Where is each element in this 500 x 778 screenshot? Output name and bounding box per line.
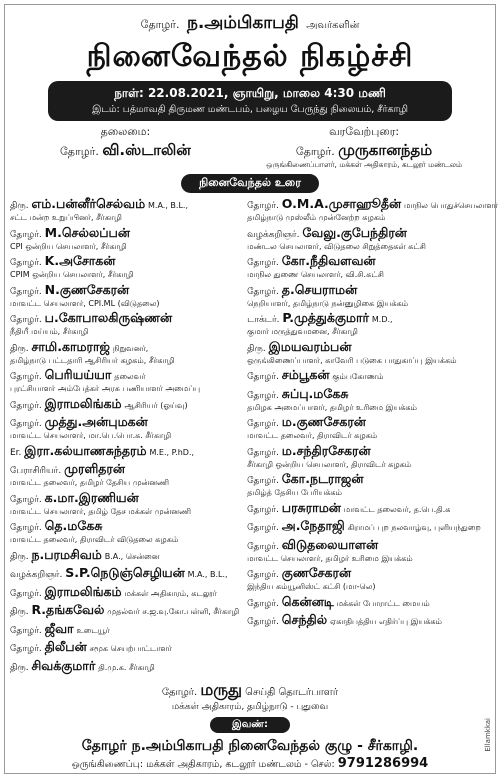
speaker-name: கோ.நடராஜன் bbox=[281, 472, 364, 486]
welcome-prefix: தோழர். bbox=[295, 145, 335, 158]
speaker-desc: குமார் மருத்துவமனை, சீர்காழி bbox=[247, 327, 358, 336]
speaker-name: செந்தில் bbox=[281, 613, 328, 627]
speaker-prefix: திரு. bbox=[10, 343, 29, 354]
coordinator-role: செய்தி தொடர்பாளர் bbox=[245, 687, 339, 698]
speaker-item bbox=[10, 415, 239, 441]
speaker-item bbox=[10, 197, 239, 223]
speaker-name: சம்பூகன் bbox=[281, 368, 330, 382]
speaker-name-line bbox=[247, 444, 498, 460]
speaker-prefix: தோழர். bbox=[10, 625, 42, 636]
speaker-extra: முதல்வர் ச.ஜ.வு.கோ.பள்ளி, சீர்காழி bbox=[107, 607, 240, 616]
speaker-item bbox=[10, 444, 239, 460]
speaker-item bbox=[247, 472, 498, 498]
speaker-name: கென்னடி bbox=[281, 594, 334, 609]
speaker-desc: சட்ட மன்ற உறுப்பினர், சீர்காழி bbox=[10, 213, 122, 222]
event-title: நினைவேந்தல் நிகழ்ச்சி bbox=[86, 39, 414, 74]
speaker-name: O.M.A.முசாஹூதீன் bbox=[281, 197, 402, 211]
speaker-name-line bbox=[10, 659, 239, 675]
speaker-desc: தமிழக அமைப்பாளர், தமிழர் உரிமை இயக்கம் bbox=[247, 402, 417, 412]
speaker-extra: கும்பகோணம் bbox=[332, 372, 384, 381]
speaker-name-line bbox=[10, 640, 239, 656]
speaker-item bbox=[10, 519, 239, 545]
speaker-name-line bbox=[10, 340, 239, 356]
coordinator-desc: மக்கள் அதிகாரம், தமிழ்நாடு - புதுவை bbox=[171, 702, 329, 712]
speaker-name-line bbox=[247, 283, 498, 299]
speaker-desc: மாவட்ட செயலாளர், CPI.ML (விடுதலை) bbox=[10, 298, 160, 308]
speaker-name-line bbox=[247, 226, 498, 242]
event-info-box bbox=[48, 81, 452, 121]
speaker-name: எம்.பன்னீர்செல்வம் bbox=[31, 197, 146, 211]
speaker-desc: சீர்காழி ஒன்றிய செயலாளர், திராவிடர் கழகம் bbox=[247, 459, 412, 469]
speaker-prefix: தோழர். bbox=[10, 400, 42, 411]
speaker-item bbox=[247, 283, 498, 309]
speaker-name: சாமி.காமராஜ் bbox=[31, 339, 110, 354]
honoree-prefix: தோழர். bbox=[140, 18, 180, 31]
speaker-name: முரளிதரன் bbox=[64, 462, 126, 476]
speaker-name-line bbox=[247, 368, 498, 384]
speaker-name-line bbox=[247, 519, 498, 535]
speaker-name: முத்து.அன்புமகன் bbox=[44, 415, 148, 429]
speaker-prefix: தோழர். bbox=[247, 523, 279, 533]
speaker-name-line bbox=[10, 283, 239, 299]
speaker-name: K.அசோகன் bbox=[44, 254, 116, 268]
speaker-name: த.செயராமன் bbox=[281, 282, 358, 297]
speaker-item bbox=[10, 368, 239, 394]
speaker-name: ப.கோபாலகிருஷ்ணன் bbox=[44, 311, 173, 325]
speaker-name: ம.குணசேகரன் bbox=[281, 415, 366, 429]
speaker-extra: B.A., சென்னை bbox=[104, 551, 160, 561]
speaker-name: இமயவரம்பன் bbox=[268, 339, 352, 354]
speaker-extra: M.A., B.L., bbox=[187, 570, 228, 579]
speaker-prefix: தோழர். bbox=[247, 258, 279, 268]
speaker-name: இராமலிங்கம் bbox=[44, 396, 122, 411]
speaker-desc: மண்டல செயலாளர், விடுதலை சிறுத்தைகள் கட்சி bbox=[247, 241, 426, 251]
speaker-name-line bbox=[10, 226, 239, 242]
speaker-name-line bbox=[247, 387, 498, 403]
speaker-prefix: Er. bbox=[10, 447, 22, 458]
speaker-item bbox=[247, 226, 498, 252]
presiding-name: வி.ஸ்டாலின் bbox=[102, 141, 191, 159]
speaker-extra: நிறுவனர், bbox=[112, 343, 149, 353]
speaker-desc: மாவட்ட தலைவர், திராவிடர் விடுதலை கழகம் bbox=[10, 535, 179, 544]
speakers-left-column bbox=[10, 197, 239, 677]
organizer-contact-text: ஒருங்கிணைப்பு: மக்கள் அதிகாரம், கடலூர் மண்டலம் - செல்: bbox=[71, 759, 335, 770]
speaker-name: S.P.நெடுஞ்செழியன் bbox=[65, 566, 185, 580]
speaker-name-line bbox=[10, 622, 239, 638]
event-venue: இடம்: பத்மாவதி திருமண மண்டபம், பழைய பேருந்து நிலையம், சீர்காழி bbox=[92, 104, 408, 115]
speaker-extra: ஏகாதிபத்திய எதிர்ப்பு இயக்கம் bbox=[329, 617, 442, 626]
speaker-prefix: தோழர். bbox=[247, 201, 279, 211]
organizer-contact bbox=[10, 756, 490, 773]
speaker-item bbox=[247, 197, 498, 223]
speaker-item bbox=[10, 340, 239, 366]
speaker-name-line bbox=[10, 311, 239, 327]
speaker-name-line bbox=[247, 254, 498, 270]
speaker-extra: M.A., B.L., bbox=[148, 201, 188, 210]
speaker-name-line bbox=[247, 595, 498, 611]
speaker-prefix: தோழர். bbox=[10, 229, 42, 240]
speaker-name: க.மா.இரணியன் bbox=[44, 490, 139, 505]
speaker-prefix: திரு. bbox=[10, 662, 29, 673]
speaker-prefix: தோழர். bbox=[247, 570, 279, 580]
speaker-desc: CPIM ஒன்றிய செயலாளர், சீர்காழி bbox=[10, 270, 134, 279]
speaker-name-line bbox=[10, 548, 239, 564]
speaker-item bbox=[247, 311, 498, 337]
speaker-prefix: தோழர். bbox=[247, 504, 279, 515]
speaker-prefix: தோழர். bbox=[247, 286, 279, 297]
speaker-item bbox=[10, 311, 239, 337]
speaker-item bbox=[247, 387, 498, 413]
speaker-item bbox=[247, 566, 498, 592]
speaker-name-line bbox=[10, 585, 239, 601]
honoree-name: ந.அம்பிகாபதி bbox=[186, 13, 299, 33]
speaker-name: விடுதலையாளன் bbox=[281, 537, 379, 552]
speaker-extra: மக்கள் அதிகாரம், கடலூர் bbox=[124, 588, 217, 598]
speaker-item bbox=[247, 538, 498, 564]
speaker-prefix: வழக்கறிஞர். bbox=[247, 229, 300, 240]
speaker-prefix: தோழர். bbox=[247, 372, 279, 382]
speaker-item bbox=[10, 283, 239, 309]
speaker-name: N.குணசேகரன் bbox=[44, 282, 130, 297]
speaker-item bbox=[247, 368, 498, 384]
speaker-item bbox=[247, 415, 498, 441]
speaker-desc: மாவட்ட செயலாளர், தமிழர் உரிமை இயக்கம் bbox=[247, 553, 413, 563]
printer-mark: Ellamkkai bbox=[484, 718, 492, 752]
speaker-extra: உடையூர் bbox=[76, 625, 110, 635]
speaker-prefix: தோழர். bbox=[10, 494, 42, 505]
speaker-name: இரா.கல்யாணசுந்தரம் bbox=[24, 443, 147, 458]
welcome-desc: ஒருங்கிணைப்பாளர், மக்கள் அதிகாரம், கடலூர் மண்டலம் bbox=[266, 160, 462, 169]
welcome-name-line bbox=[266, 140, 462, 162]
speaker-prefix: தோழர். bbox=[247, 617, 279, 627]
speaker-prefix: தோழர். bbox=[247, 476, 279, 486]
speaker-desc: இந்திய கம்யூனிஸ்ட் கட்சி (மா-லெ) bbox=[247, 582, 376, 591]
coordinator-name: மருது bbox=[200, 680, 242, 699]
speaker-prefix: தோழர். bbox=[247, 419, 279, 429]
presiding-prefix: தோழர். bbox=[60, 145, 99, 158]
speaker-extra: மக்கள் போராட்ட மையம் bbox=[336, 598, 430, 608]
speaker-desc: புரட்சியாளர் அம்பேத்கர் அரசு பணியாளர் அமைப்பு bbox=[10, 384, 201, 393]
speaker-name: சுப்பு.மகேசு bbox=[281, 386, 349, 401]
speaker-extra: தி.மு.க. சீர்காழி bbox=[98, 662, 155, 672]
speaker-name: பெரியய்யா bbox=[44, 368, 112, 382]
speaker-name-line bbox=[247, 340, 498, 356]
speaker-desc: மாநில துணை செயலாளர், வி.சி.கட்சி bbox=[247, 270, 384, 279]
presiding-name-line bbox=[60, 140, 191, 162]
speaker-item bbox=[247, 501, 498, 517]
speaker-prefix: தோழர். bbox=[10, 419, 42, 429]
speaker-prefix: தோழர். bbox=[10, 523, 42, 533]
speaker-prefix: தோழர். bbox=[247, 541, 279, 552]
presiding-label: தலைமை: bbox=[100, 125, 151, 138]
speaker-name-line bbox=[10, 368, 239, 384]
speaker-name: ந.பரமசிவம் bbox=[31, 547, 102, 562]
speaker-name-line bbox=[10, 603, 239, 619]
coordinator-block bbox=[10, 681, 490, 713]
speaker-item bbox=[10, 659, 239, 675]
presiding-block bbox=[60, 125, 191, 170]
speaker-desc: மாவட்ட செயலாளர், மா.பெ.பொ.க. சீர்காழி bbox=[10, 431, 172, 440]
speaker-item bbox=[10, 566, 239, 582]
speaker-prefix: தோழர். bbox=[10, 258, 42, 268]
speaker-name: கோ.நீதிவளவன் bbox=[281, 254, 376, 268]
honoree-suffix: அவர்களின் bbox=[306, 20, 360, 31]
speaker-item bbox=[10, 226, 239, 252]
speaker-name-line bbox=[10, 197, 239, 213]
welcome-name: முருகானந்தம் bbox=[338, 141, 433, 159]
speaker-name: திலீபன் bbox=[44, 640, 87, 654]
speaker-prefix: டாக்டர். bbox=[247, 315, 280, 325]
speaker-item bbox=[247, 444, 498, 470]
speaker-item bbox=[247, 595, 498, 611]
welcome-label: வரவேற்புரை: bbox=[329, 125, 400, 138]
speaker-item bbox=[247, 340, 498, 366]
speaker-name-line bbox=[10, 415, 239, 431]
speaker-extra: M.E., P.hD., bbox=[149, 447, 195, 457]
speaker-name-line bbox=[247, 501, 498, 517]
speaker-item bbox=[10, 548, 239, 564]
speakers-right-column bbox=[247, 197, 498, 677]
speaker-prefix: தோழர். bbox=[10, 588, 42, 599]
event-date: நாள்: 22.08.2021, ஞாயிறு, மாலை 4:30 மணி bbox=[114, 86, 386, 100]
speaker-extra: மாநில பொதுச்செயலாளர் bbox=[404, 201, 498, 210]
speaker-desc: மாவட்ட தலைவர், தமிழர் தேசிய முன்னணி bbox=[10, 478, 169, 487]
speaker-extra: சமூக செயற்பாட்டாளர் bbox=[89, 644, 172, 653]
speaker-prefix: தோழர். bbox=[10, 644, 42, 654]
speaker-item bbox=[10, 491, 239, 517]
section-label: நினைவேந்தல் உரை bbox=[181, 174, 319, 193]
coordinator-prefix: தோழர். bbox=[161, 687, 198, 698]
speaker-item bbox=[247, 613, 498, 629]
speaker-desc: மாவட்ட தலைவர், திராவிடர் கழகம் bbox=[247, 431, 378, 440]
speaker-name-line bbox=[247, 415, 498, 431]
speaker-name-line bbox=[247, 197, 498, 213]
speaker-desc: மாவட்ட செயலாளர், தமிழ் தேச மக்கள் முன்னணி bbox=[10, 506, 192, 516]
speaker-item bbox=[10, 462, 239, 488]
speaker-extra: மாவட்ட தலைவர், த.பெ.தி.க bbox=[343, 504, 451, 514]
speaker-name-line bbox=[247, 566, 498, 582]
speaker-name-line bbox=[10, 254, 239, 270]
speaker-prefix: திரு. bbox=[247, 343, 266, 354]
speaker-extra: கிராமப் புற நலவாழ்வு, புளியந்துறை bbox=[347, 523, 481, 532]
speaker-item bbox=[10, 622, 239, 638]
speakers-grid bbox=[10, 197, 498, 677]
speaker-name-line bbox=[10, 519, 239, 535]
speaker-item bbox=[247, 254, 498, 280]
speaker-name: அ.நேதாஜி bbox=[281, 519, 345, 533]
speaker-prefix: தோழர். bbox=[10, 286, 42, 297]
speaker-name: வேலு.குபேந்திரன் bbox=[302, 225, 407, 240]
speaker-name: சிவக்குமார் bbox=[31, 658, 96, 673]
speaker-name: தெ.மகேசு bbox=[44, 519, 103, 533]
speaker-name-line bbox=[247, 613, 498, 629]
speaker-name: P.முத்துக்குமார் bbox=[282, 311, 370, 325]
speaker-extra: M.D., bbox=[371, 315, 393, 324]
honoree-line bbox=[10, 14, 490, 35]
speaker-item bbox=[10, 254, 239, 280]
speaker-item bbox=[10, 603, 239, 619]
speaker-prefix: தோழர். bbox=[247, 390, 279, 401]
speaker-desc: தமிழ்நாடு பட்டதாரி ஆசிரியர் கழகம், சீர்காழி bbox=[10, 355, 175, 365]
speaker-name: இராமலிங்கம் bbox=[44, 584, 122, 599]
speaker-name-line bbox=[247, 472, 498, 488]
speaker-desc: நெறியாளர், தமிழ்நாடு நன்னுழிகை இயக்கம் bbox=[247, 298, 409, 308]
speaker-prefix: வழக்கறிஞர். bbox=[10, 570, 63, 580]
coordinator-name-line bbox=[10, 681, 490, 702]
speaker-name-line bbox=[10, 462, 239, 478]
speaker-item bbox=[10, 397, 239, 413]
speaker-prefix: தோழர். bbox=[10, 372, 42, 382]
speaker-name: ம.சந்திரசேகரன் bbox=[281, 443, 371, 458]
speaker-prefix: திரு. bbox=[10, 201, 29, 211]
speaker-name-line bbox=[247, 538, 498, 554]
speaker-desc: தமிழ்நாடு முஸ்லீம் முன்னேற்ற கழகம் bbox=[247, 213, 386, 222]
speaker-prefix: தோழர். bbox=[247, 447, 279, 458]
speaker-desc: ஒருங்கிணைப்பாளர், காவேரி படுகை பாதுகாப்பு இயக்கம் bbox=[247, 355, 457, 365]
speaker-prefix: திரு. bbox=[10, 551, 29, 562]
speaker-prefix: திரு. bbox=[10, 607, 29, 617]
organizer-phone: 9791286994 bbox=[337, 756, 429, 771]
organizer-name: தோழர் ந.அம்பிகாபதி நினைவேந்தல் குழு - சீர்காழி. bbox=[81, 738, 419, 754]
speaker-item bbox=[10, 585, 239, 601]
speaker-desc: நீதியீ மய்யம், சீர்காழி bbox=[10, 327, 89, 336]
speaker-desc: தமிழ்த் தேசிய பேரியக்கம் bbox=[247, 488, 342, 497]
chair-row bbox=[10, 121, 490, 170]
speaker-extra: ஆசிரியர் (ஓய்வு) bbox=[124, 400, 188, 410]
speaker-name-line bbox=[10, 491, 239, 507]
speaker-prefix: தோழர். bbox=[247, 598, 279, 609]
speaker-extra: தலைவர் bbox=[114, 372, 146, 381]
speaker-name: ஜீவா bbox=[44, 621, 74, 636]
speaker-item bbox=[10, 640, 239, 656]
speaker-name: குணசேகரன் bbox=[281, 566, 352, 580]
speaker-name: பரசுராமன் bbox=[281, 500, 341, 515]
speaker-desc: CPI ஒன்றிய செயலாளர், சீர்காழி bbox=[10, 241, 127, 251]
speaker-name: R.தங்கவேல் bbox=[31, 603, 105, 617]
speaker-item bbox=[247, 519, 498, 535]
speaker-prefix: பேராசிரியர். bbox=[10, 466, 62, 476]
speaker-name: M.செல்லப்பன் bbox=[44, 225, 130, 240]
speaker-name-line bbox=[10, 444, 239, 460]
speaker-name-line bbox=[10, 566, 239, 582]
speaker-prefix: தோழர். bbox=[10, 315, 42, 325]
organizer-label: இவண்: bbox=[210, 717, 290, 733]
speaker-name-line bbox=[247, 311, 498, 327]
speaker-name-line bbox=[10, 397, 239, 413]
welcome-block bbox=[266, 125, 462, 170]
